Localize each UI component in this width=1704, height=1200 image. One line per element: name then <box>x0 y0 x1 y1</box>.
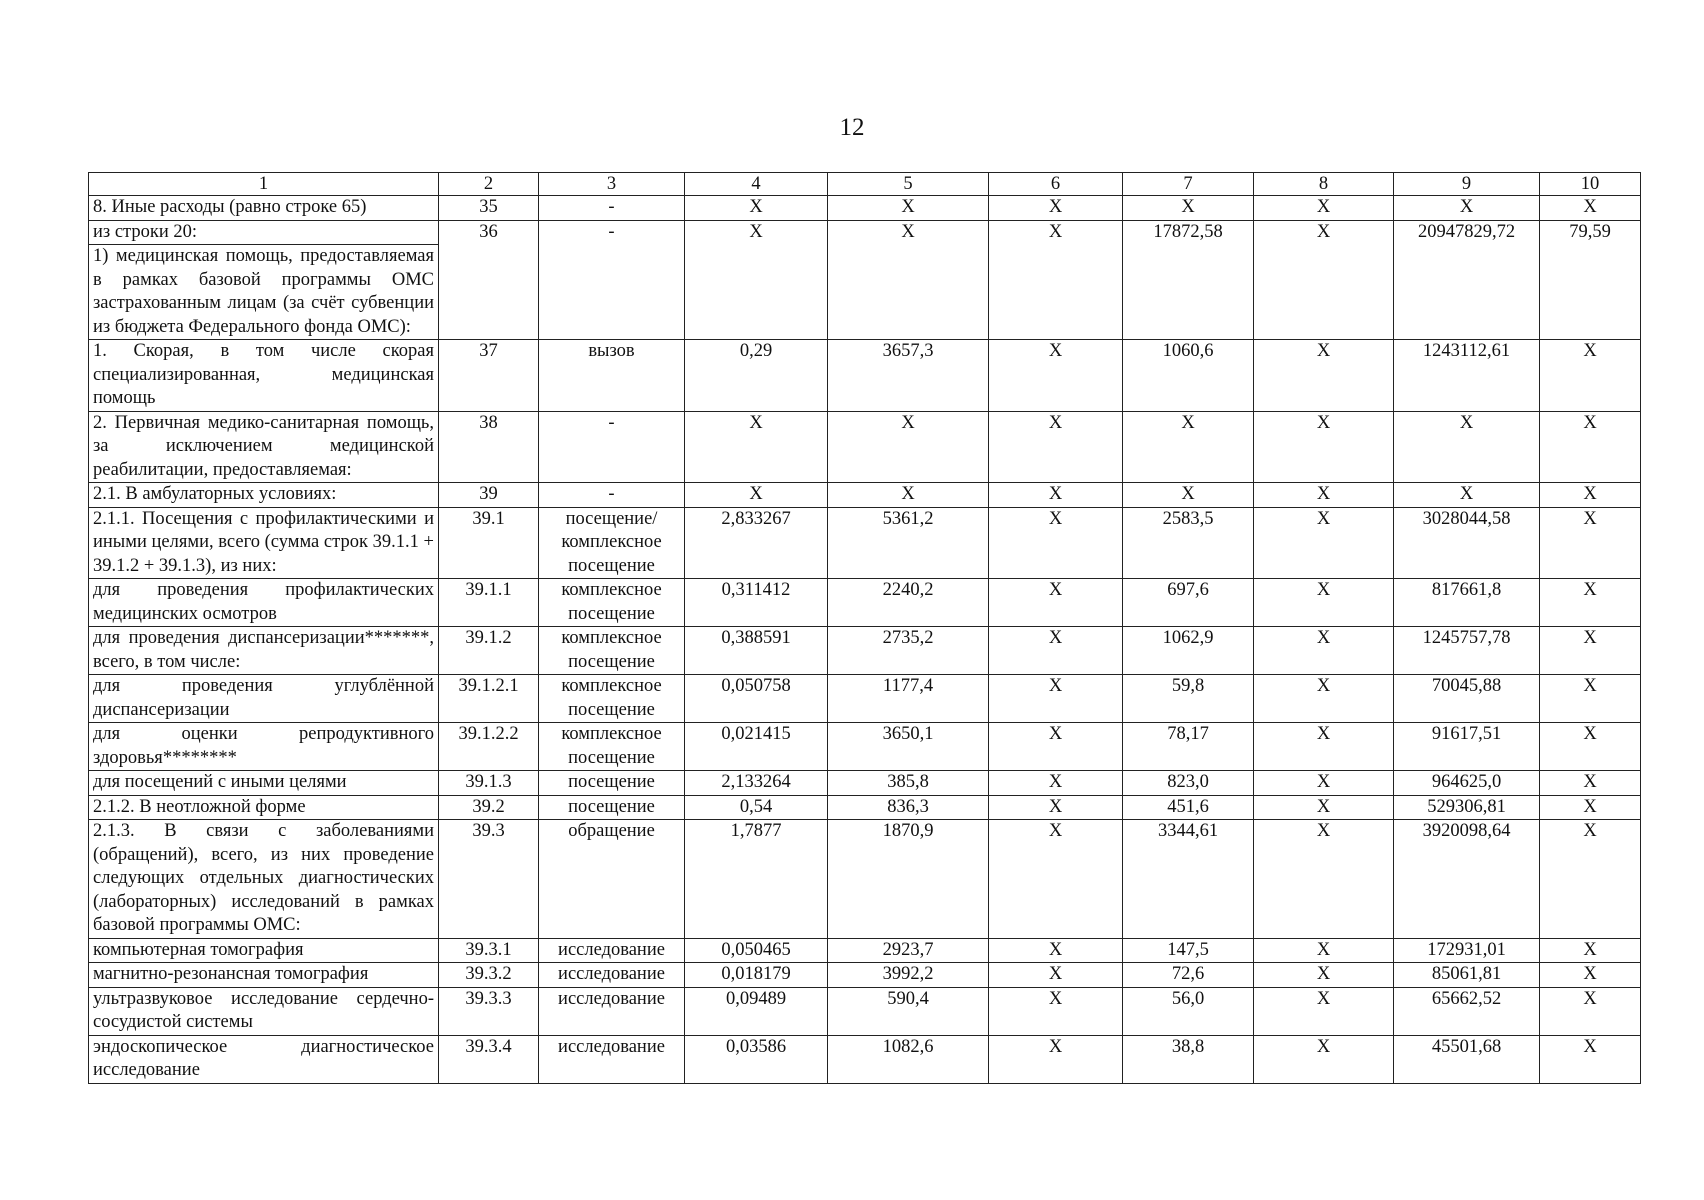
table-cell: 85061,81 <box>1394 963 1540 988</box>
data-table <box>88 172 1641 1084</box>
table-cell: 38,8 <box>1123 1035 1254 1083</box>
table-cell: X <box>1540 675 1641 723</box>
table-cell: X <box>1540 483 1641 508</box>
table-cell: X <box>828 196 989 221</box>
table-cell: исследование <box>539 938 685 963</box>
column-header: 7 <box>1123 173 1254 196</box>
table-cell: X <box>1540 196 1641 221</box>
table-row <box>89 987 1641 1035</box>
table-cell: 39.3.4 <box>439 1035 539 1083</box>
table-cell: X <box>989 579 1123 627</box>
table-cell: 39.3.3 <box>439 987 539 1035</box>
table-cell: 37 <box>439 340 539 412</box>
table-cell: X <box>989 483 1123 508</box>
table-cell: 2,133264 <box>685 771 828 796</box>
table-cell: 39.1.3 <box>439 771 539 796</box>
table-cell: X <box>1254 771 1394 796</box>
table-cell: X <box>989 963 1123 988</box>
table-cell: X <box>989 1035 1123 1083</box>
table-cell: X <box>1254 938 1394 963</box>
row-name-cell: 2.1.2. В неотложной форме <box>89 795 439 820</box>
table-cell: 147,5 <box>1123 938 1254 963</box>
table-row <box>89 820 1641 939</box>
row-name-cell: для проведения углублённой диспансеризации <box>89 675 439 723</box>
row-name-cell: компьютерная томография <box>89 938 439 963</box>
table-cell: 0,018179 <box>685 963 828 988</box>
table-cell: X <box>989 675 1123 723</box>
table-cell: 39.1.1 <box>439 579 539 627</box>
table-cell: 39.2 <box>439 795 539 820</box>
table-cell: X <box>989 196 1123 221</box>
table-cell: 451,6 <box>1123 795 1254 820</box>
table-cell: X <box>1254 987 1394 1035</box>
table-cell: X <box>1540 340 1641 412</box>
column-header: 5 <box>828 173 989 196</box>
table-cell: X <box>1254 795 1394 820</box>
table-cell: 1177,4 <box>828 675 989 723</box>
table-cell: 2240,2 <box>828 579 989 627</box>
table-cell: 2,833267 <box>685 507 828 579</box>
table-cell: X <box>1540 627 1641 675</box>
column-header: 10 <box>1540 173 1641 196</box>
table-cell: X <box>1540 507 1641 579</box>
table-cell: X <box>989 771 1123 796</box>
table-cell: 3650,1 <box>828 723 989 771</box>
row-name-cell: эндоскопическое диагностическое исследование <box>89 1035 439 1083</box>
table-cell: 385,8 <box>828 771 989 796</box>
table-cell: X <box>1123 411 1254 483</box>
table-cell: 0,050465 <box>685 938 828 963</box>
table-cell: X <box>1254 220 1394 340</box>
table-cell: X <box>1540 723 1641 771</box>
table-cell: 1060,6 <box>1123 340 1254 412</box>
table-cell: 3657,3 <box>828 340 989 412</box>
table-cell: - <box>539 196 685 221</box>
table-cell: 529306,81 <box>1394 795 1540 820</box>
table-cell: 3992,2 <box>828 963 989 988</box>
table-cell: исследование <box>539 1035 685 1083</box>
table-row <box>89 220 1641 245</box>
table-cell: X <box>1123 483 1254 508</box>
row-name-cell: 1) медицинская помощь, предоставляемая в рамках базовой программы ОМС застрахованным лицам (за счёт субвенции из бюджета Федерального фонда ОМС): <box>89 245 439 340</box>
table-cell: 59,8 <box>1123 675 1254 723</box>
table-cell: X <box>1254 340 1394 412</box>
table-cell: посещение/ комплексное посещение <box>539 507 685 579</box>
table-cell: 0,03586 <box>685 1035 828 1083</box>
table-row <box>89 507 1641 579</box>
table-cell: X <box>1254 820 1394 939</box>
table-row <box>89 1035 1641 1083</box>
row-name-cell: 2.1.3. В связи с заболеваниями (обращений), всего, из них проведение следующих отдельных диагностических (лабораторных) исследований в рамках базовой программы ОМС: <box>89 820 439 939</box>
table-cell: X <box>989 340 1123 412</box>
row-name-cell: для посещений с иными целями <box>89 771 439 796</box>
table-cell: 39 <box>439 483 539 508</box>
table-cell: комплексное посещение <box>539 675 685 723</box>
table-cell: X <box>1540 771 1641 796</box>
table-cell: X <box>828 411 989 483</box>
table-cell: X <box>989 795 1123 820</box>
column-header: 4 <box>685 173 828 196</box>
column-header: 2 <box>439 173 539 196</box>
table-cell: X <box>1254 196 1394 221</box>
table-cell: 65662,52 <box>1394 987 1540 1035</box>
table-cell: 823,0 <box>1123 771 1254 796</box>
table-cell: X <box>1254 483 1394 508</box>
table-cell: X <box>1254 507 1394 579</box>
table-cell: 0,09489 <box>685 987 828 1035</box>
table-cell: комплексное посещение <box>539 627 685 675</box>
table-cell: X <box>989 987 1123 1035</box>
table-row <box>89 340 1641 412</box>
table-cell: X <box>989 507 1123 579</box>
row-name-cell: для проведения профилактических медицинских осмотров <box>89 579 439 627</box>
table-cell: 39.1.2.1 <box>439 675 539 723</box>
table-cell: X <box>1540 938 1641 963</box>
table-row <box>89 483 1641 508</box>
table-cell: X <box>1540 411 1641 483</box>
table-cell: 0,54 <box>685 795 828 820</box>
table-cell: X <box>1254 963 1394 988</box>
row-name-cell: из строки 20: <box>89 220 439 245</box>
table-cell: X <box>1254 1035 1394 1083</box>
table-row <box>89 675 1641 723</box>
row-name-cell: для проведения диспансеризации*******, всего, в том числе: <box>89 627 439 675</box>
table-cell: 36 <box>439 220 539 340</box>
table-cell: 1082,6 <box>828 1035 989 1083</box>
table-cell: 1243112,61 <box>1394 340 1540 412</box>
table-cell: 1245757,78 <box>1394 627 1540 675</box>
table-cell: X <box>989 411 1123 483</box>
column-header: 6 <box>989 173 1123 196</box>
table-cell: 39.1.2.2 <box>439 723 539 771</box>
table-cell: X <box>685 220 828 340</box>
table-cell: исследование <box>539 987 685 1035</box>
column-header: 3 <box>539 173 685 196</box>
table-cell: посещение <box>539 795 685 820</box>
table-cell: 817661,8 <box>1394 579 1540 627</box>
table-cell: 964625,0 <box>1394 771 1540 796</box>
table-cell: - <box>539 483 685 508</box>
table-row <box>89 579 1641 627</box>
table-cell: 0,021415 <box>685 723 828 771</box>
column-header: 1 <box>89 173 439 196</box>
table-cell: 5361,2 <box>828 507 989 579</box>
table-cell: 20947829,72 <box>1394 220 1540 340</box>
table-cell: 91617,51 <box>1394 723 1540 771</box>
table-cell: исследование <box>539 963 685 988</box>
row-name-cell: 8. Иные расходы (равно строке 65) <box>89 196 439 221</box>
table-cell: 0,050758 <box>685 675 828 723</box>
table-cell: обращение <box>539 820 685 939</box>
page-number: 12 <box>839 114 865 141</box>
table-cell: X <box>1540 795 1641 820</box>
table-cell: 836,3 <box>828 795 989 820</box>
table-cell: 590,4 <box>828 987 989 1035</box>
table-cell: X <box>1254 627 1394 675</box>
table-cell: 0,29 <box>685 340 828 412</box>
table-cell: - <box>539 220 685 340</box>
table-cell: X <box>1540 963 1641 988</box>
table-cell: X <box>1254 579 1394 627</box>
table-row <box>89 196 1641 221</box>
table-cell: X <box>989 220 1123 340</box>
row-name-cell: 2.1.1. Посещения с профилактическими и иными целями, всего (сумма строк 39.1.1 + 39.1.2 + 39.1.3), из них: <box>89 507 439 579</box>
table-cell: X <box>989 627 1123 675</box>
table-cell: 70045,88 <box>1394 675 1540 723</box>
table-cell: 39.1 <box>439 507 539 579</box>
table-cell: 0,388591 <box>685 627 828 675</box>
table-cell: 172931,01 <box>1394 938 1540 963</box>
table-cell: 39.3 <box>439 820 539 939</box>
row-name-cell: магнитно-резонансная томография <box>89 963 439 988</box>
table-cell: X <box>828 483 989 508</box>
table-cell: 1062,9 <box>1123 627 1254 675</box>
table-cell: X <box>1540 987 1641 1035</box>
table-cell: 38 <box>439 411 539 483</box>
table-cell: 0,311412 <box>685 579 828 627</box>
table-cell: 697,6 <box>1123 579 1254 627</box>
table-cell: 1870,9 <box>828 820 989 939</box>
table-cell: 45501,68 <box>1394 1035 1540 1083</box>
table-cell: комплексное посещение <box>539 723 685 771</box>
table-cell: X <box>1540 579 1641 627</box>
row-name-cell: 2. Первичная медико-санитарная помощь, за исключением медицинской реабилитации, предоставляемая: <box>89 411 439 483</box>
table-cell: 72,6 <box>1123 963 1254 988</box>
table-row <box>89 963 1641 988</box>
row-name-cell: ультразвуковое исследование сердечно-сосудистой системы <box>89 987 439 1035</box>
table-cell: X <box>1123 196 1254 221</box>
table-cell: 78,17 <box>1123 723 1254 771</box>
table-cell: 2923,7 <box>828 938 989 963</box>
table-cell: посещение <box>539 771 685 796</box>
table-cell: 3344,61 <box>1123 820 1254 939</box>
table-cell: 39.1.2 <box>439 627 539 675</box>
row-name-cell: 1. Скорая, в том числе скорая специализированная, медицинская помощь <box>89 340 439 412</box>
table-cell: X <box>989 723 1123 771</box>
table-cell: X <box>828 220 989 340</box>
table-cell: X <box>1394 196 1540 221</box>
table-cell: 56,0 <box>1123 987 1254 1035</box>
table-cell: X <box>1540 1035 1641 1083</box>
table-cell: X <box>989 820 1123 939</box>
table-cell: 2735,2 <box>828 627 989 675</box>
table-cell: 1,7877 <box>685 820 828 939</box>
header-row <box>89 173 1641 196</box>
table-row <box>89 795 1641 820</box>
table-cell: X <box>989 938 1123 963</box>
table-cell: 2583,5 <box>1123 507 1254 579</box>
table-row <box>89 938 1641 963</box>
table-cell: 39.3.2 <box>439 963 539 988</box>
table-cell: X <box>1394 411 1540 483</box>
table-cell: X <box>1254 723 1394 771</box>
table-cell: X <box>1394 483 1540 508</box>
table-cell: X <box>685 411 828 483</box>
row-name-cell: для оценки репродуктивного здоровья******** <box>89 723 439 771</box>
table-cell: 35 <box>439 196 539 221</box>
table-cell: 39.3.1 <box>439 938 539 963</box>
table-cell: вызов <box>539 340 685 412</box>
table-cell: - <box>539 411 685 483</box>
table-row <box>89 771 1641 796</box>
table-cell: 3028044,58 <box>1394 507 1540 579</box>
column-header: 9 <box>1394 173 1540 196</box>
table-cell: X <box>1540 820 1641 939</box>
table-row <box>89 723 1641 771</box>
table-cell: 17872,58 <box>1123 220 1254 340</box>
table-cell: комплексное посещение <box>539 579 685 627</box>
table-cell: X <box>685 196 828 221</box>
table-cell: 3920098,64 <box>1394 820 1540 939</box>
table-cell: X <box>1254 675 1394 723</box>
table-cell: X <box>1254 411 1394 483</box>
table-row <box>89 411 1641 483</box>
table-cell: X <box>685 483 828 508</box>
table-cell: 79,59 <box>1540 220 1641 340</box>
table-row <box>89 627 1641 675</box>
row-name-cell: 2.1. В амбулаторных условиях: <box>89 483 439 508</box>
column-header: 8 <box>1254 173 1394 196</box>
